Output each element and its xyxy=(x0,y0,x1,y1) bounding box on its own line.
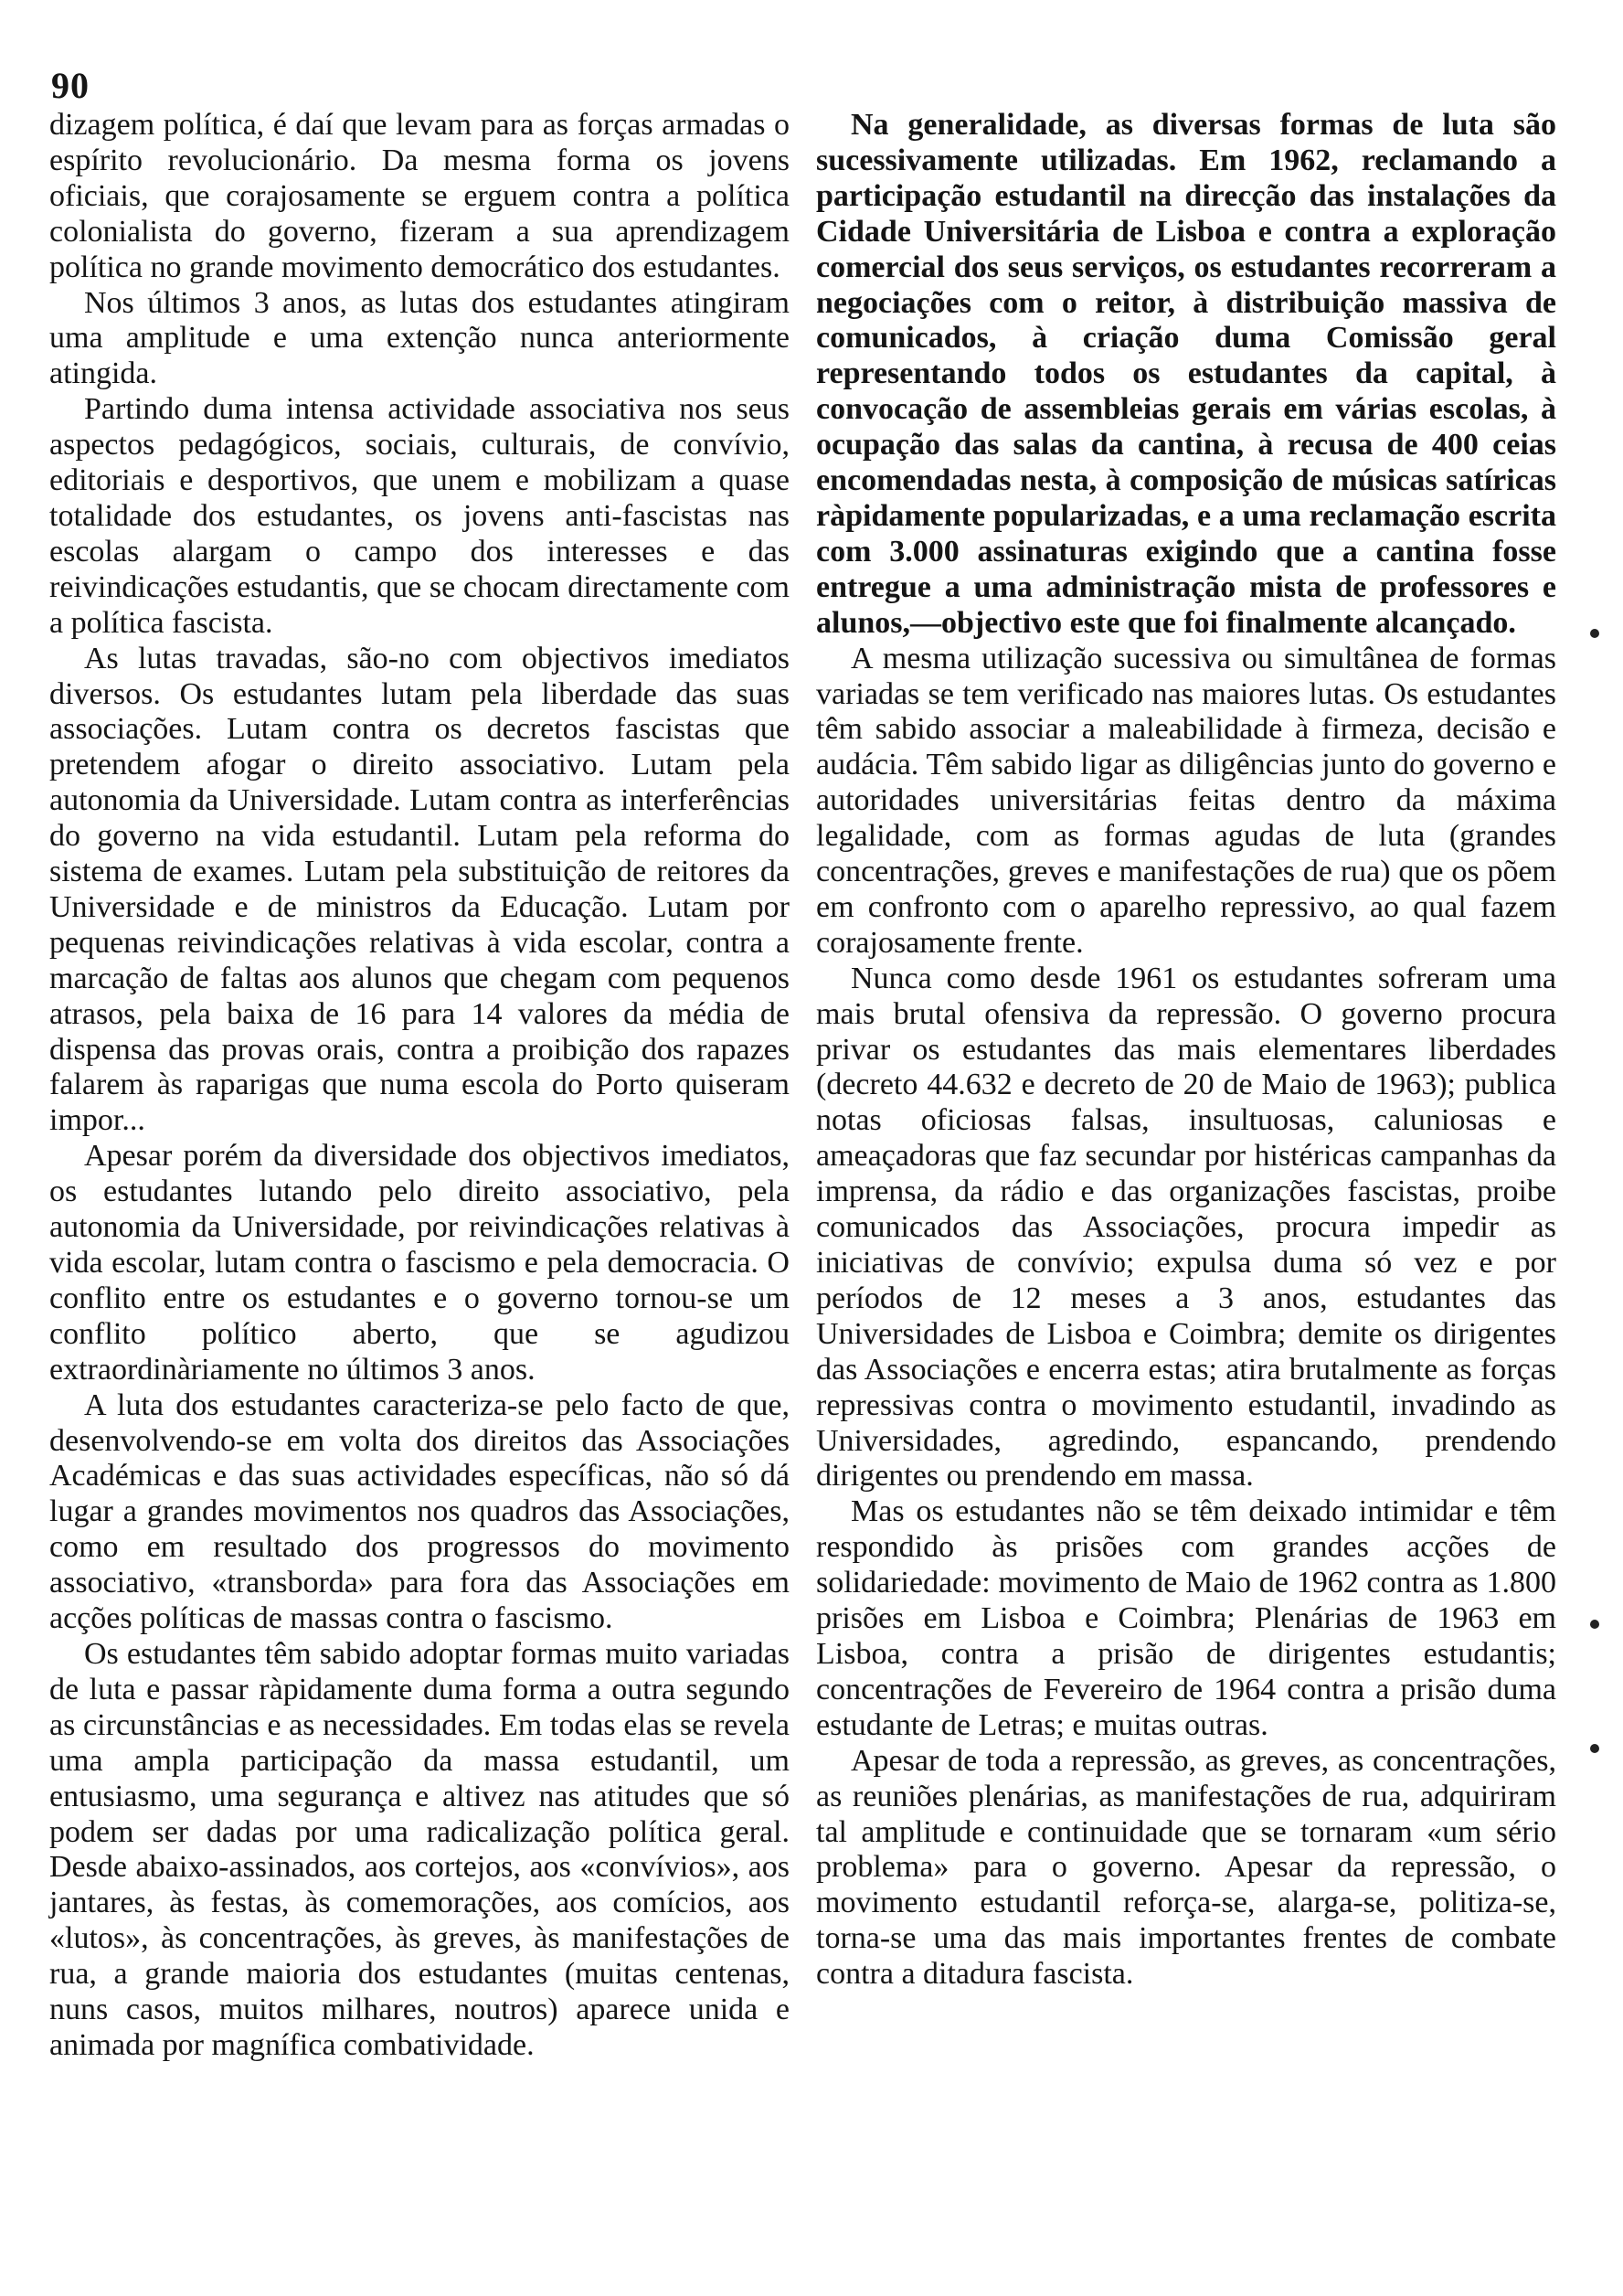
paragraph: dizagem política, é daí que levam para as forças armadas o espírito revolucionário. Da mesma forma os jovens oficiais, que corajosamente se erguem contra a política colonialista do governo, fizeram a sua aprendizagem política no grande movimento democrático dos estudantes. xyxy=(49,108,790,284)
paragraph: Os estudantes têm sabido adoptar formas muito variadas de luta e passar ràpidamente duma forma a outra segundo as circunstâncias e as necessidades. Em todas elas se revela uma ampla participação da massa estudantil, um entusiasmo, uma segurança e altivez nas atitudes que só podem ser dadas por uma radicalização política geral. Desde abaixo-assinados, aos cortejos, aos «convívios», aos jantares, às festas, às comemorações, aos comícios, aos «lutos», às concentrações, às greves, às manifestações de rua, a grande maioria dos estudantes (muitas centenas, nuns casos, muitos milhares, noutros) aparece unida e animada por magnífica combatividade. xyxy=(49,1636,790,2062)
paragraph: Nunca como desde 1961 os estudantes sofreram uma mais brutal ofensiva da repressão. O governo procura privar os estudantes das mais elementares liberdades (decreto 44.632 e decreto de 20 de Maio de 1963); publica notas oficiosas falsas, insultuosas, caluniosas e ameaçadoras que faz secundar por histéricas campanhas da imprensa, da rádio e das organizações fascistas, proibe comunicados das Associações, procura impedir as iniciativas de convívio; expulsa duma só vez e por períodos de 12 meses a 3 anos, estudantes das Universidades de Lisboa e Coimbra; demite os dirigentes das Associações e encerra estas; atira brutalmente as forças repressivas contra o movimento estudantil, invadindo as Universidades, agredindo, espancando, prendendo dirigentes ou prendendo em massa. xyxy=(816,961,1556,1493)
right-column xyxy=(816,108,1556,1993)
paragraph: Partindo duma intensa actividade associativa nos seus aspectos pedagógicos, sociais, culturais, de convívio, editoriais e desportivos, que unem e mobilizam a quase totalidade dos estudantes, os jovens anti-fascistas nas escolas alargam o campo dos interesses e das reivindicações estudantis, que se chocam directamente com a política fascista. xyxy=(49,392,790,640)
paragraph: Mas os estudantes não se têm deixado intimidar e têm respondido às prisões com grandes acções de solidariedade: movimento de Maio de 1962 contra as 1.800 prisões em Lisboa e Coimbra; Plenárias de 1963 em Lisboa, contra a prisão de dirigentes estudantis; concentrações de Fevereiro de 1964 contra a prisão duma estudante de Letras; e muitas outras. xyxy=(816,1494,1556,1742)
margin-dot-icon xyxy=(1590,1744,1599,1753)
paragraph: Apesar de toda a repressão, as greves, as concentrações, as reuniões plenárias, as manifestações de rua, adquiriram tal amplitude e continuidade que se tornaram «um sério problema» para o governo. Apesar da repressão, o movimento estudantil reforça-se, alarga-se, politiza-se, torna-se uma das mais importantes frentes de combate contra a ditadura fascista. xyxy=(816,1743,1556,1992)
paragraph: Nos últimos 3 anos, as lutas dos estudantes atingiram uma amplitude e uma extenção nunca anteriormente atingida. xyxy=(49,285,790,391)
paragraph: A luta dos estudantes caracteriza-se pelo facto de que, desenvolvendo-se em volta dos direitos das Associações Académicas e das suas actividades específicas, não só dá lugar a grandes movimentos nos quadros das Associações, como em resultado dos progressos do movimento associativo, «transborda» para fora das Associações em acções políticas de massas contra o fascismo. xyxy=(49,1387,790,1636)
left-column xyxy=(49,108,790,2064)
paragraph: As lutas travadas, são-no com objectivos imediatos diversos. Os estudantes lutam pela liberdade das suas associações. Lutam contra os decretos fascistas que pretendem afogar o direito associativo. Lutam pela autonomia da Universidade. Lutam contra as interferências do governo na vida estudantil. Lutam pela reforma do sistema de exames. Lutam pela substituição de reitores da Universidade e de ministros da Educação. Lutam por pequenas reivindicações relativas à vida escolar, contra a marcação de faltas aos alunos que chegam com pequenos atrasos, pela baixa de 16 para 14 valores da média de dispensa das provas orais, contra a proibição dos rapazes falarem às raparigas que numa escola do Porto quiseram impor... xyxy=(49,641,790,1138)
margin-dot-icon xyxy=(1590,629,1599,638)
paragraph: Apesar porém da diversidade dos objectivos imediatos, os estudantes lutando pelo direito associativo, pela autonomia da Universidade, por reivindicações relativas à vida escolar, lutam contra o fascismo e pela democracia. O conflito entre os estudantes e o governo tornou-se um conflito político aberto, que se agudizou extraordinàriamente no últimos 3 anos. xyxy=(49,1139,790,1387)
margin-dot-icon xyxy=(1590,1620,1599,1629)
paragraph: A mesma utilização sucessiva ou simultânea de formas variadas se tem verificado nas maiores lutas. Os estudantes têm sabido associar a maleabilidade à firmeza, decisão e audácia. Têm sabido ligar as diligências junto do governo e autoridades universitárias feitas dentro da máxima legalidade, com as formas agudas de luta (grandes concentrações, greves e manifestações de rua) que os põem em confronto com o aparelho repressivo, ao qual fazem corajosamente frente. xyxy=(816,641,1556,960)
page-number: 90 xyxy=(51,65,90,106)
paragraph: Na generalidade, as diversas formas de luta são sucessivamente utilizadas. Em 1962, reclamando a participação estudantil na direcção das instalações da Cidade Universitária de Lisboa e contra a exploração comercial dos seus serviços, os estudantes recorreram a negociações com o reitor, à distribuição massiva de comunicados, à criação duma Comissão geral representando todos os estudantes da capital, à convocação de assembleias gerais em várias escolas, à ocupação das salas da cantina, à recusa de 400 ceias encomendadas nesta, à composição de músicas satíricas ràpidamente popularizadas, e a uma reclamação escrita com 3.000 assinaturas exigindo que a cantina fosse entregue a uma administração mista de professores e alunos,—objectivo este que foi finalmente alcançado. xyxy=(816,108,1556,640)
